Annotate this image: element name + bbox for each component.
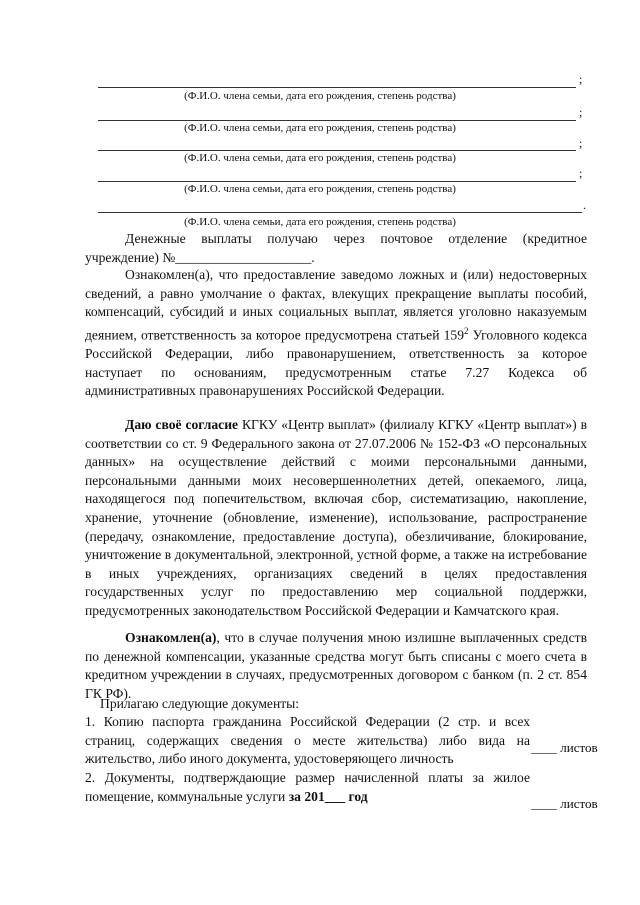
- attachment-text: 1. Копию паспорта гражданина Российской Федерации (2 стр. и всех страниц, содержащих сведения о месте жительства) либо вида на жительство, либо иного документа, удостоверяющего личность: [85, 714, 530, 767]
- family-member-field-1[interactable]: [98, 87, 576, 88]
- page-count-label: листов: [557, 796, 598, 811]
- field-caption: (Ф.И.О. члена семьи, дата его рождения, степень родства): [184, 216, 456, 228]
- payments-paragraph: [85, 230, 587, 267]
- field-caption: (Ф.И.О. члена семьи, дата его рождения, степень родства): [184, 90, 456, 102]
- institution-number-field[interactable]: ____________________: [175, 249, 312, 265]
- family-member-field-4[interactable]: [98, 181, 576, 182]
- consent-heading: Даю своё согласие: [125, 417, 239, 432]
- false-info-acknowledgement: [85, 266, 587, 401]
- overpayment-text: , что в случае получения мною излишне выплаченных средств по денежной компенсации, указанные средства могут быть списаны с моего счета в кредитном учреждении в случаях, предусмотренных договором с банком (п. 2 ст. 854 ГК РФ).: [85, 630, 587, 701]
- line-terminator: ;: [579, 105, 583, 119]
- line-terminator: ;: [579, 166, 583, 180]
- family-member-field-3[interactable]: [98, 150, 576, 151]
- page-count-field[interactable]: ____: [531, 740, 557, 755]
- consent-text: КГКУ «Центр выплат» (филиалу КГКУ «Центр выплат») в соответствии со ст. 9 Федерального закона от 27.07.2006 № 152-ФЗ «О персональных данных» на осуществление действий с моими персональными данными, персональными данными моих несовершеннолетних детей, опекаемого, лица, находящегося под попечительством, включая сбор, систематизацию, накопление, хранение, уточнение (обновление, изменение), использование, распространение (передачу, ознакомление, предоставление доступа), обезличивание, блокирование, уничтожение в документальной, электронной, устной форме, а также на истребование в иных учреждениях, организациях сведений в целях предоставления государственных услуг по предоставлению мер социальной поддержки, предусмотренных законодательством Российской Федерации и Камчатского края.: [85, 417, 587, 618]
- personal-data-consent: [85, 416, 587, 621]
- year-field[interactable]: за 201___ год: [288, 788, 368, 804]
- attachment-page-count: [531, 739, 598, 758]
- page-count-field[interactable]: ____: [531, 796, 557, 811]
- field-caption: (Ф.И.О. члена семьи, дата его рождения, степень родства): [184, 152, 456, 164]
- acknowledgement-text: Ознакомлен(а), что предоставление заведомо ложных и (или) недостоверных сведений, а равно умолчание о фактах, влекущих прекращение выплаты пособий, компенсаций, субсидий и иных социальных выплат, является уголовно наказуемым деянием, ответственность за которое предусмотрена статьей 159: [85, 267, 587, 343]
- attachment-text: 2. Документы, подтверждающие размер начисленной платы за жилое помещение, коммунальные услуги: [85, 770, 530, 804]
- line-terminator: ;: [579, 72, 583, 86]
- attachment-item: [85, 713, 530, 769]
- field-caption: (Ф.И.О. члена семьи, дата его рождения, степень родства): [184, 183, 456, 195]
- attachment-item: [85, 769, 530, 806]
- article-superscript: 2: [464, 325, 469, 336]
- overpayment-heading: Ознакомлен(а): [125, 630, 217, 645]
- overpayment-acknowledgement: [85, 629, 587, 703]
- attachment-page-count: [531, 795, 598, 814]
- line-terminator: ;: [579, 136, 583, 150]
- attachments-heading: Прилагаю следующие документы:: [100, 696, 300, 711]
- page-count-label: листов: [557, 740, 598, 755]
- payments-text: Денежные выплаты получаю через почтовое отделение (кредитное учреждение) №: [85, 231, 587, 265]
- line-terminator: .: [583, 198, 586, 212]
- payments-end: .: [311, 249, 315, 265]
- acknowledgement-text-rest: Уголовного кодекса Российской Федерации, либо правонарушением, ответственность за которое наступает по основаниям, предусмотренным статье 7.27 Кодекса об административных правонарушениях Российской Федерации.: [85, 327, 587, 399]
- family-member-field-5[interactable]: [98, 212, 582, 213]
- field-caption: (Ф.И.О. члена семьи, дата его рождения, степень родства): [184, 122, 456, 134]
- family-member-field-2[interactable]: [98, 120, 576, 121]
